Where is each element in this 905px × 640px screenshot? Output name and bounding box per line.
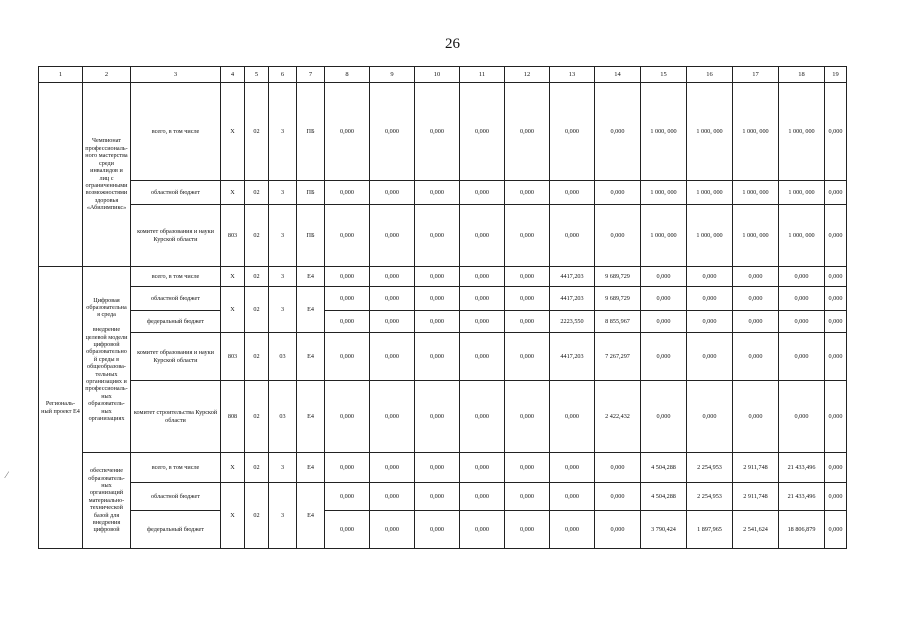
value-cell: 0,000 — [641, 267, 687, 287]
value-cell: 0,000 — [370, 311, 415, 333]
code-cell: Е4 — [297, 453, 325, 483]
value-cell: 0,000 — [779, 333, 825, 381]
value-cell: 0,000 — [733, 333, 779, 381]
value-cell: 0,000 — [825, 311, 847, 333]
code-cell: 02 — [245, 267, 269, 287]
value-cell: 1 000, 000 — [779, 205, 825, 267]
header-row — [39, 67, 847, 83]
value-cell: 0,000 — [415, 83, 460, 181]
source-cell: комитет образования и науки Курской области — [131, 205, 221, 267]
source-cell: федеральный бюджет — [131, 511, 221, 549]
value-cell: 1 000, 000 — [779, 181, 825, 205]
value-cell: 0,000 — [779, 267, 825, 287]
code-cell: ПБ — [297, 205, 325, 267]
code-cell: 808 — [221, 381, 245, 453]
value-cell: 2 541,624 — [733, 511, 779, 549]
value-cell: 1 000, 000 — [687, 205, 733, 267]
value-cell: 0,000 — [595, 453, 641, 483]
code-cell: 803 — [221, 205, 245, 267]
header-cell: 3 — [131, 67, 221, 83]
header-cell: 12 — [505, 67, 550, 83]
value-cell: 0,000 — [505, 483, 550, 511]
header-cell: 4 — [221, 67, 245, 83]
code-cell: Х — [221, 181, 245, 205]
value-cell: 0,000 — [370, 181, 415, 205]
stray-mark: ⁄ — [6, 470, 8, 480]
value-cell: 4417,203 — [550, 333, 595, 381]
code-cell: 03 — [269, 333, 297, 381]
code-cell: 3 — [269, 181, 297, 205]
value-cell: 0,000 — [460, 381, 505, 453]
value-cell: 0,000 — [825, 511, 847, 549]
value-cell: 0,000 — [825, 267, 847, 287]
value-cell: 0,000 — [733, 287, 779, 311]
source-cell: всего, в том числе — [131, 453, 221, 483]
table-row — [39, 381, 847, 453]
value-cell: 18 806,879 — [779, 511, 825, 549]
code-cell: 3 — [269, 267, 297, 287]
value-cell: 0,000 — [825, 333, 847, 381]
value-cell: 0,000 — [550, 453, 595, 483]
code-cell: 3 — [269, 205, 297, 267]
value-cell: 0,000 — [687, 381, 733, 453]
value-cell: 0,000 — [595, 181, 641, 205]
value-cell: 0,000 — [325, 287, 370, 311]
value-cell: 0,000 — [505, 267, 550, 287]
value-cell: 0,000 — [325, 483, 370, 511]
value-cell: 1 000, 000 — [641, 181, 687, 205]
source-cell: областной бюджет — [131, 483, 221, 511]
value-cell: 0,000 — [460, 287, 505, 311]
value-cell: 21 433,496 — [779, 453, 825, 483]
code-cell: Х — [221, 453, 245, 483]
code-cell: 3 — [269, 483, 297, 549]
value-cell: 8 855,967 — [595, 311, 641, 333]
value-cell: 9 689,729 — [595, 287, 641, 311]
value-cell: 0,000 — [370, 381, 415, 453]
event-cell: обеспечение образователь-ных организаций материально-технической базой для внедрения цифровой — [83, 453, 131, 549]
source-cell: федеральный бюджет — [131, 311, 221, 333]
code-cell: Е4 — [297, 381, 325, 453]
value-cell: 1 000, 000 — [687, 83, 733, 181]
source-cell: комитет образования и науки Курской области — [131, 333, 221, 381]
code-cell: 3 — [269, 453, 297, 483]
value-cell: 0,000 — [325, 83, 370, 181]
table-row — [39, 287, 847, 311]
value-cell: 0,000 — [415, 453, 460, 483]
value-cell: 0,000 — [370, 287, 415, 311]
value-cell: 0,000 — [415, 267, 460, 287]
code-cell: Е4 — [297, 287, 325, 333]
value-cell: 0,000 — [460, 205, 505, 267]
value-cell: 0,000 — [460, 83, 505, 181]
source-cell: комитет строительства Курской области — [131, 381, 221, 453]
value-cell: 0,000 — [825, 181, 847, 205]
value-cell: 0,000 — [550, 83, 595, 181]
header-cell: 9 — [370, 67, 415, 83]
value-cell: 0,000 — [460, 453, 505, 483]
value-cell: 0,000 — [641, 287, 687, 311]
value-cell: 0,000 — [825, 287, 847, 311]
value-cell: 0,000 — [825, 453, 847, 483]
table-row — [39, 333, 847, 381]
value-cell: 0,000 — [415, 181, 460, 205]
value-cell: 9 689,729 — [595, 267, 641, 287]
code-cell: 02 — [245, 205, 269, 267]
value-cell: 7 267,297 — [595, 333, 641, 381]
value-cell: 2 911,748 — [733, 483, 779, 511]
value-cell: 0,000 — [505, 83, 550, 181]
value-cell: 0,000 — [460, 333, 505, 381]
header-cell: 10 — [415, 67, 460, 83]
value-cell: 0,000 — [460, 181, 505, 205]
value-cell: 0,000 — [505, 381, 550, 453]
project-cell — [39, 83, 83, 267]
source-cell: всего, в том числе — [131, 267, 221, 287]
value-cell: 0,000 — [687, 333, 733, 381]
value-cell: 4 504,288 — [641, 483, 687, 511]
code-cell: 02 — [245, 453, 269, 483]
value-cell: 0,000 — [505, 453, 550, 483]
value-cell: 0,000 — [595, 511, 641, 549]
value-cell: 0,000 — [415, 511, 460, 549]
value-cell: 0,000 — [550, 483, 595, 511]
value-cell: 0,000 — [733, 311, 779, 333]
value-cell: 0,000 — [595, 83, 641, 181]
value-cell: 0,000 — [370, 453, 415, 483]
value-cell: 0,000 — [325, 267, 370, 287]
value-cell: 0,000 — [370, 483, 415, 511]
value-cell: 0,000 — [370, 267, 415, 287]
value-cell: 21 433,496 — [779, 483, 825, 511]
value-cell: 0,000 — [505, 333, 550, 381]
value-cell: 0,000 — [825, 381, 847, 453]
value-cell: 0,000 — [505, 511, 550, 549]
table-row — [39, 453, 847, 483]
value-cell: 0,000 — [325, 333, 370, 381]
code-cell: 03 — [269, 381, 297, 453]
header-cell: 19 — [825, 67, 847, 83]
value-cell: 0,000 — [325, 453, 370, 483]
value-cell: 0,000 — [550, 205, 595, 267]
code-cell: Х — [221, 83, 245, 181]
code-cell: Е4 — [297, 333, 325, 381]
value-cell: 0,000 — [460, 311, 505, 333]
header-cell: 16 — [687, 67, 733, 83]
header-cell: 7 — [297, 67, 325, 83]
table-row — [39, 267, 847, 287]
header-cell: 8 — [325, 67, 370, 83]
value-cell: 4 504,288 — [641, 453, 687, 483]
value-cell: 0,000 — [505, 287, 550, 311]
event-cell: Чемпионат профессиональ-ного мастерства среди инвалидов и лиц с ограниченными возможностями здоровья «Абилимпикс» — [83, 83, 131, 267]
table-row — [39, 483, 847, 511]
value-cell: 0,000 — [505, 205, 550, 267]
value-cell: 0,000 — [325, 381, 370, 453]
value-cell: 0,000 — [325, 511, 370, 549]
value-cell: 4417,203 — [550, 287, 595, 311]
value-cell: 0,000 — [825, 483, 847, 511]
value-cell: 0,000 — [370, 205, 415, 267]
value-cell: 0,000 — [550, 181, 595, 205]
event-cell: Цифровая образовательная среда внедрение целевой модели цифровой образовательной среды в общеобразова-тельных организациях и профессиональ-ных образователь-ных организациях — [83, 267, 131, 453]
value-cell: 0,000 — [370, 83, 415, 181]
value-cell: 1 000, 000 — [733, 205, 779, 267]
source-cell: областной бюджет — [131, 181, 221, 205]
header-cell: 5 — [245, 67, 269, 83]
code-cell: Е4 — [297, 483, 325, 549]
project-cell: Региональ-ный проект Е4 — [39, 267, 83, 549]
header-cell: 15 — [641, 67, 687, 83]
code-cell: ПБ — [297, 181, 325, 205]
value-cell: 0,000 — [779, 287, 825, 311]
value-cell: 0,000 — [460, 483, 505, 511]
value-cell: 0,000 — [825, 83, 847, 181]
value-cell: 0,000 — [733, 381, 779, 453]
value-cell: 0,000 — [595, 205, 641, 267]
header-cell: 6 — [269, 67, 297, 83]
value-cell: 0,000 — [779, 381, 825, 453]
value-cell: 0,000 — [415, 205, 460, 267]
value-cell: 0,000 — [595, 483, 641, 511]
value-cell: 0,000 — [641, 333, 687, 381]
value-cell: 1 000, 000 — [687, 181, 733, 205]
page-number: 26 — [445, 36, 460, 52]
value-cell: 0,000 — [687, 287, 733, 311]
value-cell: 2 254,953 — [687, 453, 733, 483]
value-cell: 2 911,748 — [733, 453, 779, 483]
budget-table — [38, 66, 847, 549]
value-cell: 2 254,953 — [687, 483, 733, 511]
value-cell: 0,000 — [687, 267, 733, 287]
value-cell: 0,000 — [505, 311, 550, 333]
value-cell: 1 897,965 — [687, 511, 733, 549]
code-cell: 02 — [245, 483, 269, 549]
value-cell: 1 000, 000 — [733, 83, 779, 181]
code-cell: Х — [221, 287, 245, 333]
value-cell: 2223,550 — [550, 311, 595, 333]
value-cell: 0,000 — [460, 511, 505, 549]
value-cell: 0,000 — [415, 311, 460, 333]
code-cell: 02 — [245, 333, 269, 381]
value-cell: 2 422,432 — [595, 381, 641, 453]
table-row — [39, 311, 847, 333]
source-cell: областной бюджет — [131, 287, 221, 311]
value-cell: 0,000 — [325, 205, 370, 267]
value-cell: 1 000, 000 — [733, 181, 779, 205]
value-cell: 0,000 — [460, 267, 505, 287]
source-cell: всего, в том числе — [131, 83, 221, 181]
code-cell: ПБ — [297, 83, 325, 181]
value-cell: 4417,203 — [550, 267, 595, 287]
code-cell: 3 — [269, 287, 297, 333]
code-cell: 02 — [245, 181, 269, 205]
value-cell: 0,000 — [825, 205, 847, 267]
value-cell: 0,000 — [415, 483, 460, 511]
value-cell: 0,000 — [550, 511, 595, 549]
header-cell: 17 — [733, 67, 779, 83]
table-row — [39, 83, 847, 181]
value-cell: 0,000 — [641, 311, 687, 333]
code-cell: 803 — [221, 333, 245, 381]
value-cell: 0,000 — [779, 311, 825, 333]
header-cell: 2 — [83, 67, 131, 83]
value-cell: 1 000, 000 — [641, 83, 687, 181]
header-cell: 18 — [779, 67, 825, 83]
value-cell: 0,000 — [370, 511, 415, 549]
header-cell: 11 — [460, 67, 505, 83]
value-cell: 0,000 — [325, 311, 370, 333]
value-cell: 0,000 — [415, 287, 460, 311]
code-cell: Е4 — [297, 267, 325, 287]
table-row — [39, 181, 847, 205]
value-cell: 0,000 — [415, 333, 460, 381]
value-cell: 0,000 — [550, 381, 595, 453]
code-cell: 3 — [269, 83, 297, 181]
value-cell: 0,000 — [505, 181, 550, 205]
code-cell: 02 — [245, 381, 269, 453]
value-cell: 1 000, 000 — [779, 83, 825, 181]
value-cell: 1 000, 000 — [641, 205, 687, 267]
value-cell: 3 790,424 — [641, 511, 687, 549]
table-row — [39, 511, 847, 549]
value-cell: 0,000 — [325, 181, 370, 205]
table-row — [39, 205, 847, 267]
header-cell: 1 — [39, 67, 83, 83]
header-cell: 13 — [550, 67, 595, 83]
value-cell: 0,000 — [733, 267, 779, 287]
value-cell: 0,000 — [641, 381, 687, 453]
code-cell: Х — [221, 483, 245, 549]
code-cell: 02 — [245, 83, 269, 181]
budget-sheet — [38, 66, 846, 548]
value-cell: 0,000 — [415, 381, 460, 453]
code-cell: Х — [221, 267, 245, 287]
header-cell: 14 — [595, 67, 641, 83]
code-cell: 02 — [245, 287, 269, 333]
value-cell: 0,000 — [687, 311, 733, 333]
value-cell: 0,000 — [370, 333, 415, 381]
